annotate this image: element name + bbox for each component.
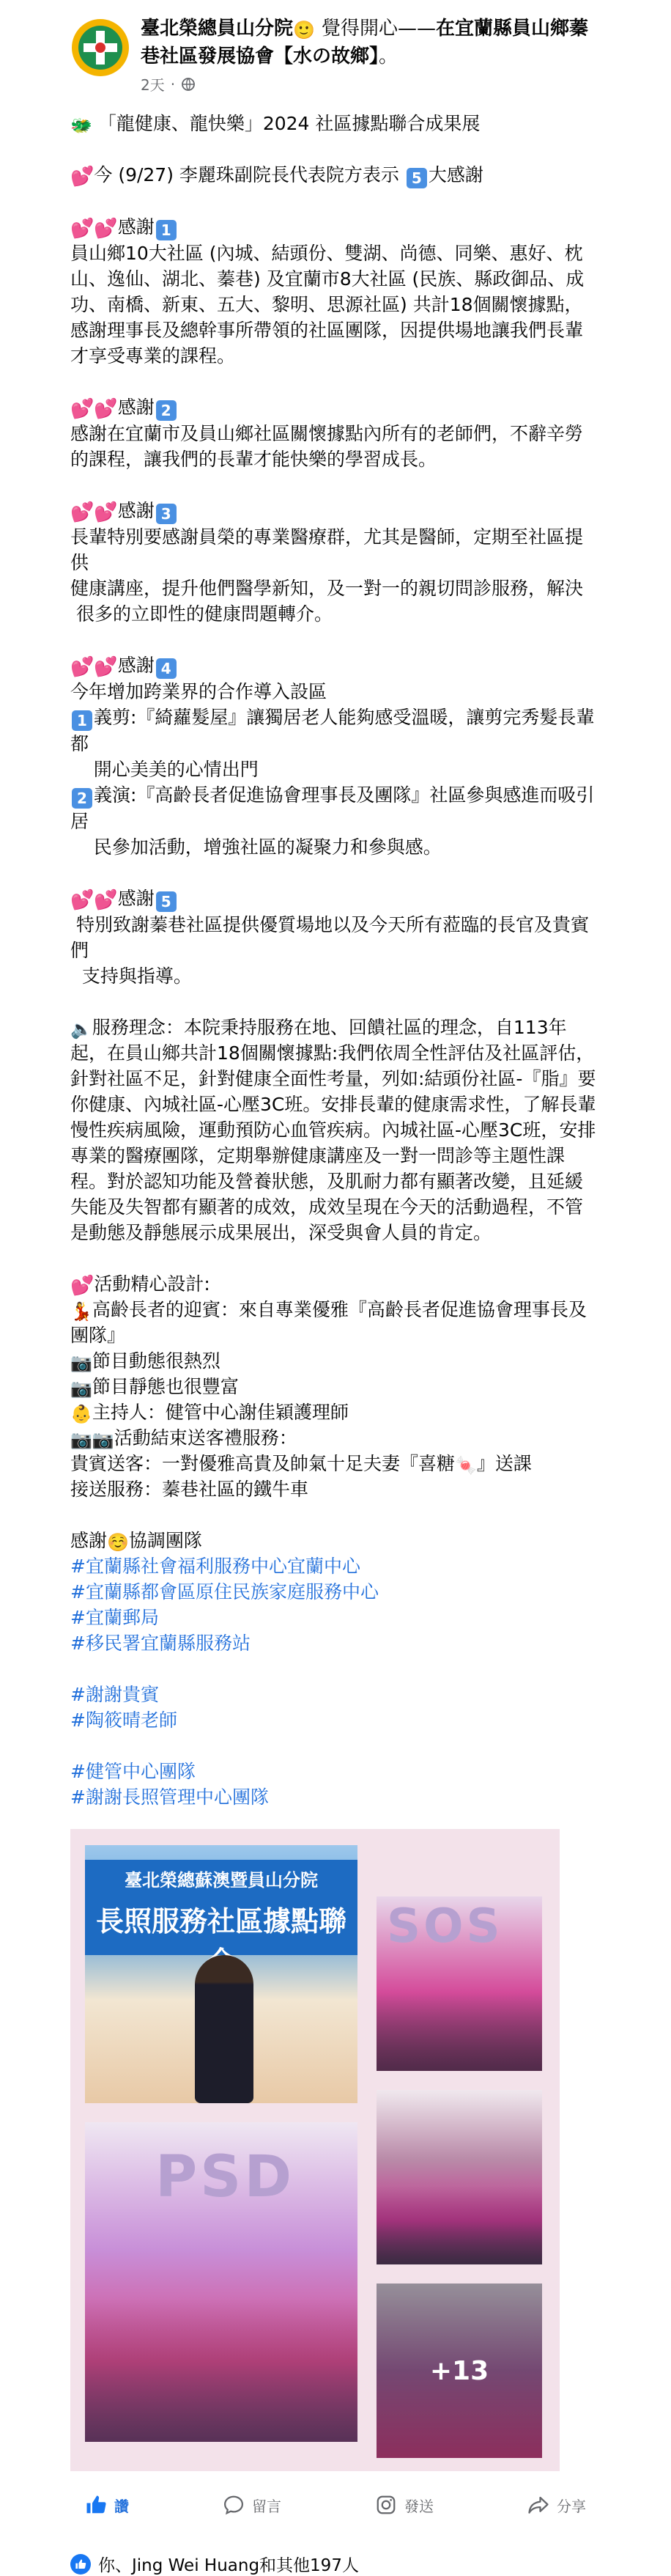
- thanks-4-text: 今年增加跨業界的合作導入設區: [70, 681, 327, 702]
- post-title: [141, 15, 601, 70]
- post-time[interactable]: 2天: [141, 76, 165, 94]
- activity-text: 活動結束送客禮服務：: [114, 1427, 297, 1449]
- activity-text-end: 』送課: [476, 1453, 532, 1474]
- heart-emoji-icon: 💕: [70, 1275, 94, 1297]
- hearts-emoji-icon: 💕💕: [70, 398, 118, 420]
- photo-1[interactable]: [85, 1845, 357, 2103]
- thanks-4-item-2: [70, 782, 601, 860]
- dragon-emoji-icon: 🐲: [70, 115, 92, 136]
- banner-top-text: 臺北榮總蘇澳暨員山分院: [125, 1870, 318, 1891]
- thumbs-up-icon: [85, 2494, 107, 2516]
- item-text: 義剪:『綺蘿髮屋』讓獨居老人能夠感受溫暖，讓剪完秀髮長輩都 開心美美的心情出門: [70, 707, 595, 780]
- thanks-label: 感謝: [117, 216, 155, 238]
- balloon-letters: SOS: [387, 1899, 503, 1954]
- smile-emoji-icon: 🙂: [293, 20, 315, 40]
- keycap-2-icon: 2: [156, 400, 177, 421]
- keycap-4-icon: 4: [156, 658, 177, 679]
- globe-icon: [181, 77, 196, 92]
- hashtag-link[interactable]: #移民署宜蘭縣服務站: [70, 1633, 251, 1654]
- hearts-emoji-icon: 💕💕: [70, 218, 118, 240]
- more-photos-count: +13: [429, 2355, 489, 2386]
- like-reaction-icon: [70, 2554, 91, 2575]
- hashtag-link[interactable]: #陶筱晴老師: [70, 1710, 177, 1731]
- activity-title: [70, 1271, 601, 1297]
- thanks-3-text: 長輩特別要感謝員榮的專業醫療群，尤其是醫師，定期至社區提供 健康講座，提升他們醫學新知，及一對一的親切問診服務，解決 很多的立即性的健康問題轉介。: [70, 526, 584, 625]
- smiling-emoji-icon: ☺️: [107, 1532, 129, 1553]
- camera-emoji-icon: 📷📷: [70, 1429, 114, 1450]
- hashtags-group-3: [70, 1759, 601, 1810]
- thanks-2-text: 感謝在宜蘭市及員山鄉社區關懷據點內所有的老師們，不辭辛勞的課程，讓我們的長輩才能快樂的學習成長。: [70, 423, 584, 470]
- send-label: 發送: [404, 2497, 434, 2515]
- intro-text-end: 大感謝: [428, 164, 483, 185]
- activity-4: [70, 1399, 601, 1425]
- keycap-1-icon: 1: [72, 710, 92, 731]
- candy-emoji-icon: 🍬: [455, 1455, 477, 1476]
- activity-text: 貴賓送客：一對優雅高貴及帥氣十足夫妻『喜糖: [70, 1453, 456, 1474]
- crowd-shade: [85, 2298, 357, 2442]
- hashtag-link[interactable]: #宜蘭縣都會區原住民族家庭服務中心: [70, 1581, 379, 1602]
- activity-text: 主持人：健管中心謝佳穎護理師: [92, 1402, 349, 1423]
- coop-text: 協調團隊: [128, 1530, 202, 1551]
- share-label: 分享: [557, 2497, 586, 2515]
- title-text: 「龍健康、龍快樂」2024 社區據點聯合成果展: [97, 113, 481, 134]
- photo-3[interactable]: [85, 2122, 357, 2442]
- intro-text: 今 (9/27) 李麗珠副院長代表院方表示: [94, 164, 399, 185]
- more-photos-overlay[interactable]: [377, 2284, 542, 2458]
- thanks-3-heading: [70, 498, 601, 524]
- instagram-icon: [375, 2494, 397, 2516]
- hashtag-link[interactable]: #謝謝貴賓: [70, 1684, 159, 1705]
- thanks-1-heading: [70, 214, 601, 240]
- balloon-letters: PSD: [155, 2144, 295, 2210]
- activity-1: [70, 1297, 601, 1348]
- activity-3: [70, 1374, 601, 1399]
- reaction-text: 你、Jing Wei Huang和其他197人: [98, 2556, 359, 2575]
- keycap-5-icon: 5: [156, 891, 177, 912]
- thanks-4-item-1: [70, 704, 601, 782]
- hashtag-link[interactable]: #宜蘭郵局: [70, 1607, 159, 1628]
- post-body: [70, 111, 601, 1810]
- item-text: 義演:『高齡長者促進協會理事長及團隊』社區參與感進而吸引居 民參加活動，增強社區的凝聚力和參與感。: [70, 784, 595, 858]
- crowd-shade: [377, 1992, 542, 2071]
- photo-4[interactable]: [377, 2090, 542, 2264]
- like-label: 讚: [114, 2497, 129, 2515]
- hospital-logo-icon[interactable]: [70, 18, 130, 78]
- hashtags-group-1: [70, 1553, 601, 1656]
- photo-5[interactable]: [377, 2284, 542, 2458]
- thanks-2-heading: [70, 394, 601, 421]
- meta-dot: ·: [170, 75, 176, 93]
- author-name[interactable]: 臺北榮總員山分院: [141, 18, 294, 40]
- thanks-label: 感謝: [117, 888, 155, 909]
- thanks-5-text: 特別致謝蓁巷社區提供優質場地以及今天所有蒞臨的長官及貴賓們 支持與指導。: [70, 914, 589, 987]
- hashtag-link[interactable]: #健管中心團隊: [70, 1761, 196, 1782]
- keycap-2-icon: 2: [72, 788, 92, 809]
- post-header: [70, 15, 601, 95]
- hearts-emoji-icon: 💕💕: [70, 889, 118, 911]
- activity-7: 接送服務：蓁巷社區的鐵牛車: [70, 1479, 309, 1500]
- activity-2: [70, 1348, 601, 1374]
- thanks-4-heading: [70, 652, 601, 679]
- hashtag-link[interactable]: #宜蘭縣社會福利服務中心宜蘭中心: [70, 1556, 360, 1577]
- speaker-emoji-icon: 🔈: [70, 1019, 92, 1039]
- keycap-1-icon: 1: [156, 220, 177, 240]
- thanks-5-heading: [70, 886, 601, 912]
- keycap-5-icon: 5: [407, 168, 427, 188]
- coop-label: 感謝: [70, 1530, 108, 1551]
- speaker-figure: [195, 1955, 253, 2103]
- thanks-label: 感謝: [117, 500, 155, 521]
- send-button[interactable]: [375, 2494, 434, 2516]
- activity-title-text: 活動精心設計:: [94, 1273, 210, 1295]
- share-arrow-icon: [527, 2494, 549, 2516]
- feeling-text: 覺得開心: [321, 18, 398, 40]
- activity-text: 節目動態很熱烈: [92, 1350, 220, 1372]
- banner-main-text: 長照服務社區據點聯: [95, 1905, 346, 1937]
- thanks-1-text: 員山鄉10大社區 (內城、結頭份、雙湖、尚德、同樂、惠好、枕山、逸仙、湖北、蓁巷) 及宜蘭市8大社區 (民族、縣政御品、成功、南橋、新東、五大、黎明、思源社區) 共計18個關懷據點，感謝理事長及總幹事所帶領的社區團隊，因提供場地讓我們長輩才享受專業的課程。: [70, 243, 585, 367]
- baby-emoji-icon: 👶: [70, 1404, 92, 1424]
- period: 。: [379, 45, 398, 67]
- location-link[interactable]: 在宜蘭縣員山鄉蓁巷社區發展協會【水の故鄉】: [141, 18, 588, 67]
- activity-5: [70, 1425, 601, 1451]
- hearts-emoji-icon: 💕: [70, 166, 94, 188]
- photo-2[interactable]: [377, 1896, 542, 2071]
- share-button[interactable]: [527, 2494, 586, 2516]
- photo-banner: [85, 1860, 357, 1955]
- hearts-emoji-icon: 💕💕: [70, 656, 118, 678]
- comment-icon: [223, 2494, 245, 2516]
- like-button[interactable]: [85, 2494, 129, 2516]
- hashtag-link[interactable]: #謝謝長照管理中心團隊: [70, 1786, 269, 1808]
- dancer-emoji-icon: 💃: [70, 1301, 92, 1322]
- post-actions: [70, 2484, 601, 2525]
- body-line-intro: [70, 162, 601, 188]
- service-philosophy: [70, 1015, 601, 1245]
- comment-button[interactable]: [223, 2494, 281, 2516]
- hashtags-group-2: [70, 1682, 601, 1733]
- crowd-shade: [377, 2186, 542, 2264]
- activity-text: 節目靜態也很豐富: [92, 1376, 239, 1397]
- coop-thanks: [70, 1528, 601, 1553]
- activity-6: [70, 1451, 601, 1476]
- keycap-3-icon: 3: [156, 504, 177, 524]
- service-text: 服務理念：本院秉持服務在地、回饋社區的理念，自113年起，在員山鄉共計18個關懷據點:我們依周全性評估及社區評估，針對社區不足，針對健康全面性考量，列如:結頭份社區-『脂』要你健康、內城社區-心壓3C班。安排長輩的健康需求性，了解長輩慢性疾病風險，運動預防心血管疾病。內城社區-心壓3C班，安排專業的醫療團隊，定期舉辦健康講座及一對一問診等主題性課程。對於認知功能及營養狀態，及肌耐力都有顯著改變，且延緩失能及失智都有顯著的成效，成效呈現在今天的活動過程，不管是動態及靜態展示成果展出，深受與會人員的肯定。: [70, 1017, 596, 1243]
- body-line-title: [70, 111, 601, 136]
- dash: ——: [397, 18, 436, 40]
- camera-emoji-icon: 📷: [70, 1378, 92, 1399]
- activity-text: 高齡長者的迎賓：來自專業優雅『高齡長者促進協會理事長及團隊』: [70, 1299, 587, 1346]
- hearts-emoji-icon: 💕💕: [70, 501, 118, 523]
- post-meta: [141, 73, 601, 95]
- comment-label: 留言: [252, 2497, 281, 2515]
- thanks-label: 感謝: [117, 397, 155, 418]
- thanks-label: 感謝: [117, 655, 155, 676]
- camera-emoji-icon: 📷: [70, 1353, 92, 1373]
- photo-grid: [70, 1829, 560, 2471]
- reaction-summary[interactable]: [70, 2552, 601, 2576]
